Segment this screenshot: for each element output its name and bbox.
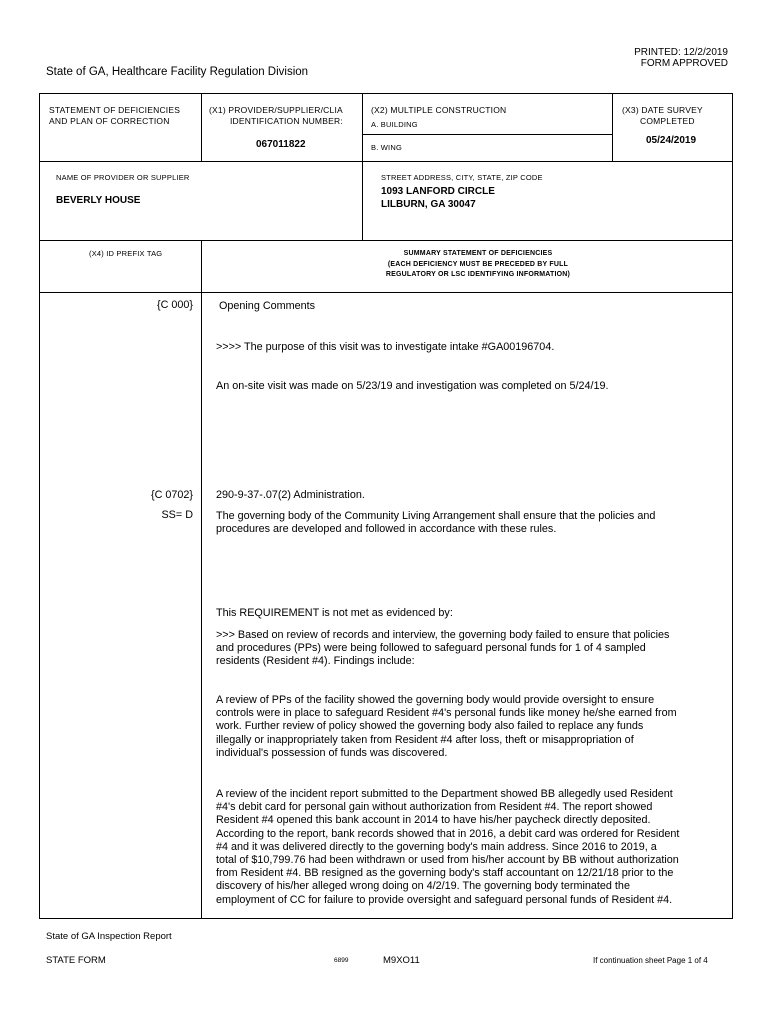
address: 1093 LANFORD CIRCLE LILBURN, GA 30047 (381, 186, 495, 210)
provider-name-label: NAME OF PROVIDER OR SUPPLIER (56, 173, 190, 182)
x1-label: (X1) PROVIDER/SUPPLIER/CLIA IDENTIFICATION NUMBER: (209, 105, 343, 126)
tag-scope-severity: SS= D (161, 509, 193, 521)
footer-form-number: 6899 (334, 957, 349, 964)
findings-paragraph-3: A review of the incident report submitted to the Department showed BB allegedly used Resident #4's debit card for personal gain without authorization from Resident #4. The report showed Resident #4 opened this bank account in 2014 to have his/her paycheck directly deposited. According to the report, bank records showed that in 2016, a debit card was ordered for Resident #4 and it was delivered directly to the governing body's main address. Since 2016 to 2019, a total of $10,799.76 had been withdrawn or used from his/her account by BB without authorization from Resident #4. BB resigned as the governing body's staff accountant on 12/21/18 prior to the discovery of his/her alleged wrong doing on 4/2/19. The governing body terminated the employment of CC for failure to provide oversight and safeguard personal funds of Resident #4. (216, 788, 680, 906)
x2-building: A. BUILDING (371, 120, 418, 129)
id-prefix-tag-label: (X4) ID PREFIX TAG (89, 249, 163, 258)
footer-continuation: If continuation sheet Page 1 of 4 (593, 956, 708, 965)
opening-comments-heading: Opening Comments (219, 300, 316, 312)
agency-title: State of GA, Healthcare Facility Regulation Division (46, 66, 309, 78)
provider-name: BEVERLY HOUSE (56, 195, 141, 206)
address-label: STREET ADDRESS, CITY, STATE, ZIP CODE (381, 173, 543, 182)
footer-state-form: STATE FORM (46, 955, 106, 966)
statement-label: STATEMENT OF DEFICIENCIES AND PLAN OF CORRECTION (49, 105, 181, 126)
x2-wing: B. WING (371, 143, 402, 152)
findings-paragraph-2: A review of PPs of the facility showed the governing body would provide oversight to ensure controls were in place to safeguard Resident #4's personal funds like money he/she earned from work. Further review of policy showed the governing body also failed to replace any funds illegally or inappropriately taken from Resident #4 after loss, theft or misappropriation of individual's possession of funds was discovered. (216, 694, 677, 759)
findings-paragraph-1: >>> Based on review of records and interview, the governing body failed to ensure that policies and procedures (PPs) were being followed to safeguard personal funds for 1 of 4 sampled residents (Resident #4). Findings include: (216, 629, 670, 668)
tag-c000: {C 000} (156, 299, 193, 311)
x3-label: (X3) DATE SURVEY COMPLETED (622, 105, 703, 126)
summary-header: SUMMARY STATEMENT OF DEFICIENCIES (EACH DEFICIENCY MUST BE PRECEDED BY FULL REGULATORY OR LSC IDENTIFYING INFORMATION) (385, 250, 571, 278)
requirement-not-met: This REQUIREMENT is not met as evidenced by: (216, 607, 453, 619)
x1-id-number: 067011822 (256, 139, 306, 150)
form-approved: FORM APPROVED (640, 58, 728, 69)
x3-date: 05/24/2019 (646, 135, 697, 146)
rule-text: The governing body of the Community Living Arrangement shall ensure that the policies and procedures are developed and followed in accordance with these rules. (216, 510, 656, 536)
rule-heading: 290-9-37-.07(2) Administration. (216, 489, 365, 501)
tag-c0702: {C 0702} (150, 489, 193, 501)
footer-report-title: State of GA Inspection Report (46, 931, 172, 942)
footer-event-id: M9XO11 (383, 955, 420, 966)
purpose-text: >>>> The purpose of this visit was to investigate intake #GA00196704. (216, 341, 555, 353)
x2-label: (X2) MULTIPLE CONSTRUCTION (371, 105, 507, 115)
onsite-text: An on-site visit was made on 5/23/19 and investigation was completed on 5/24/19. (216, 380, 609, 392)
printed-date: PRINTED: 12/2/2019 (634, 47, 728, 58)
